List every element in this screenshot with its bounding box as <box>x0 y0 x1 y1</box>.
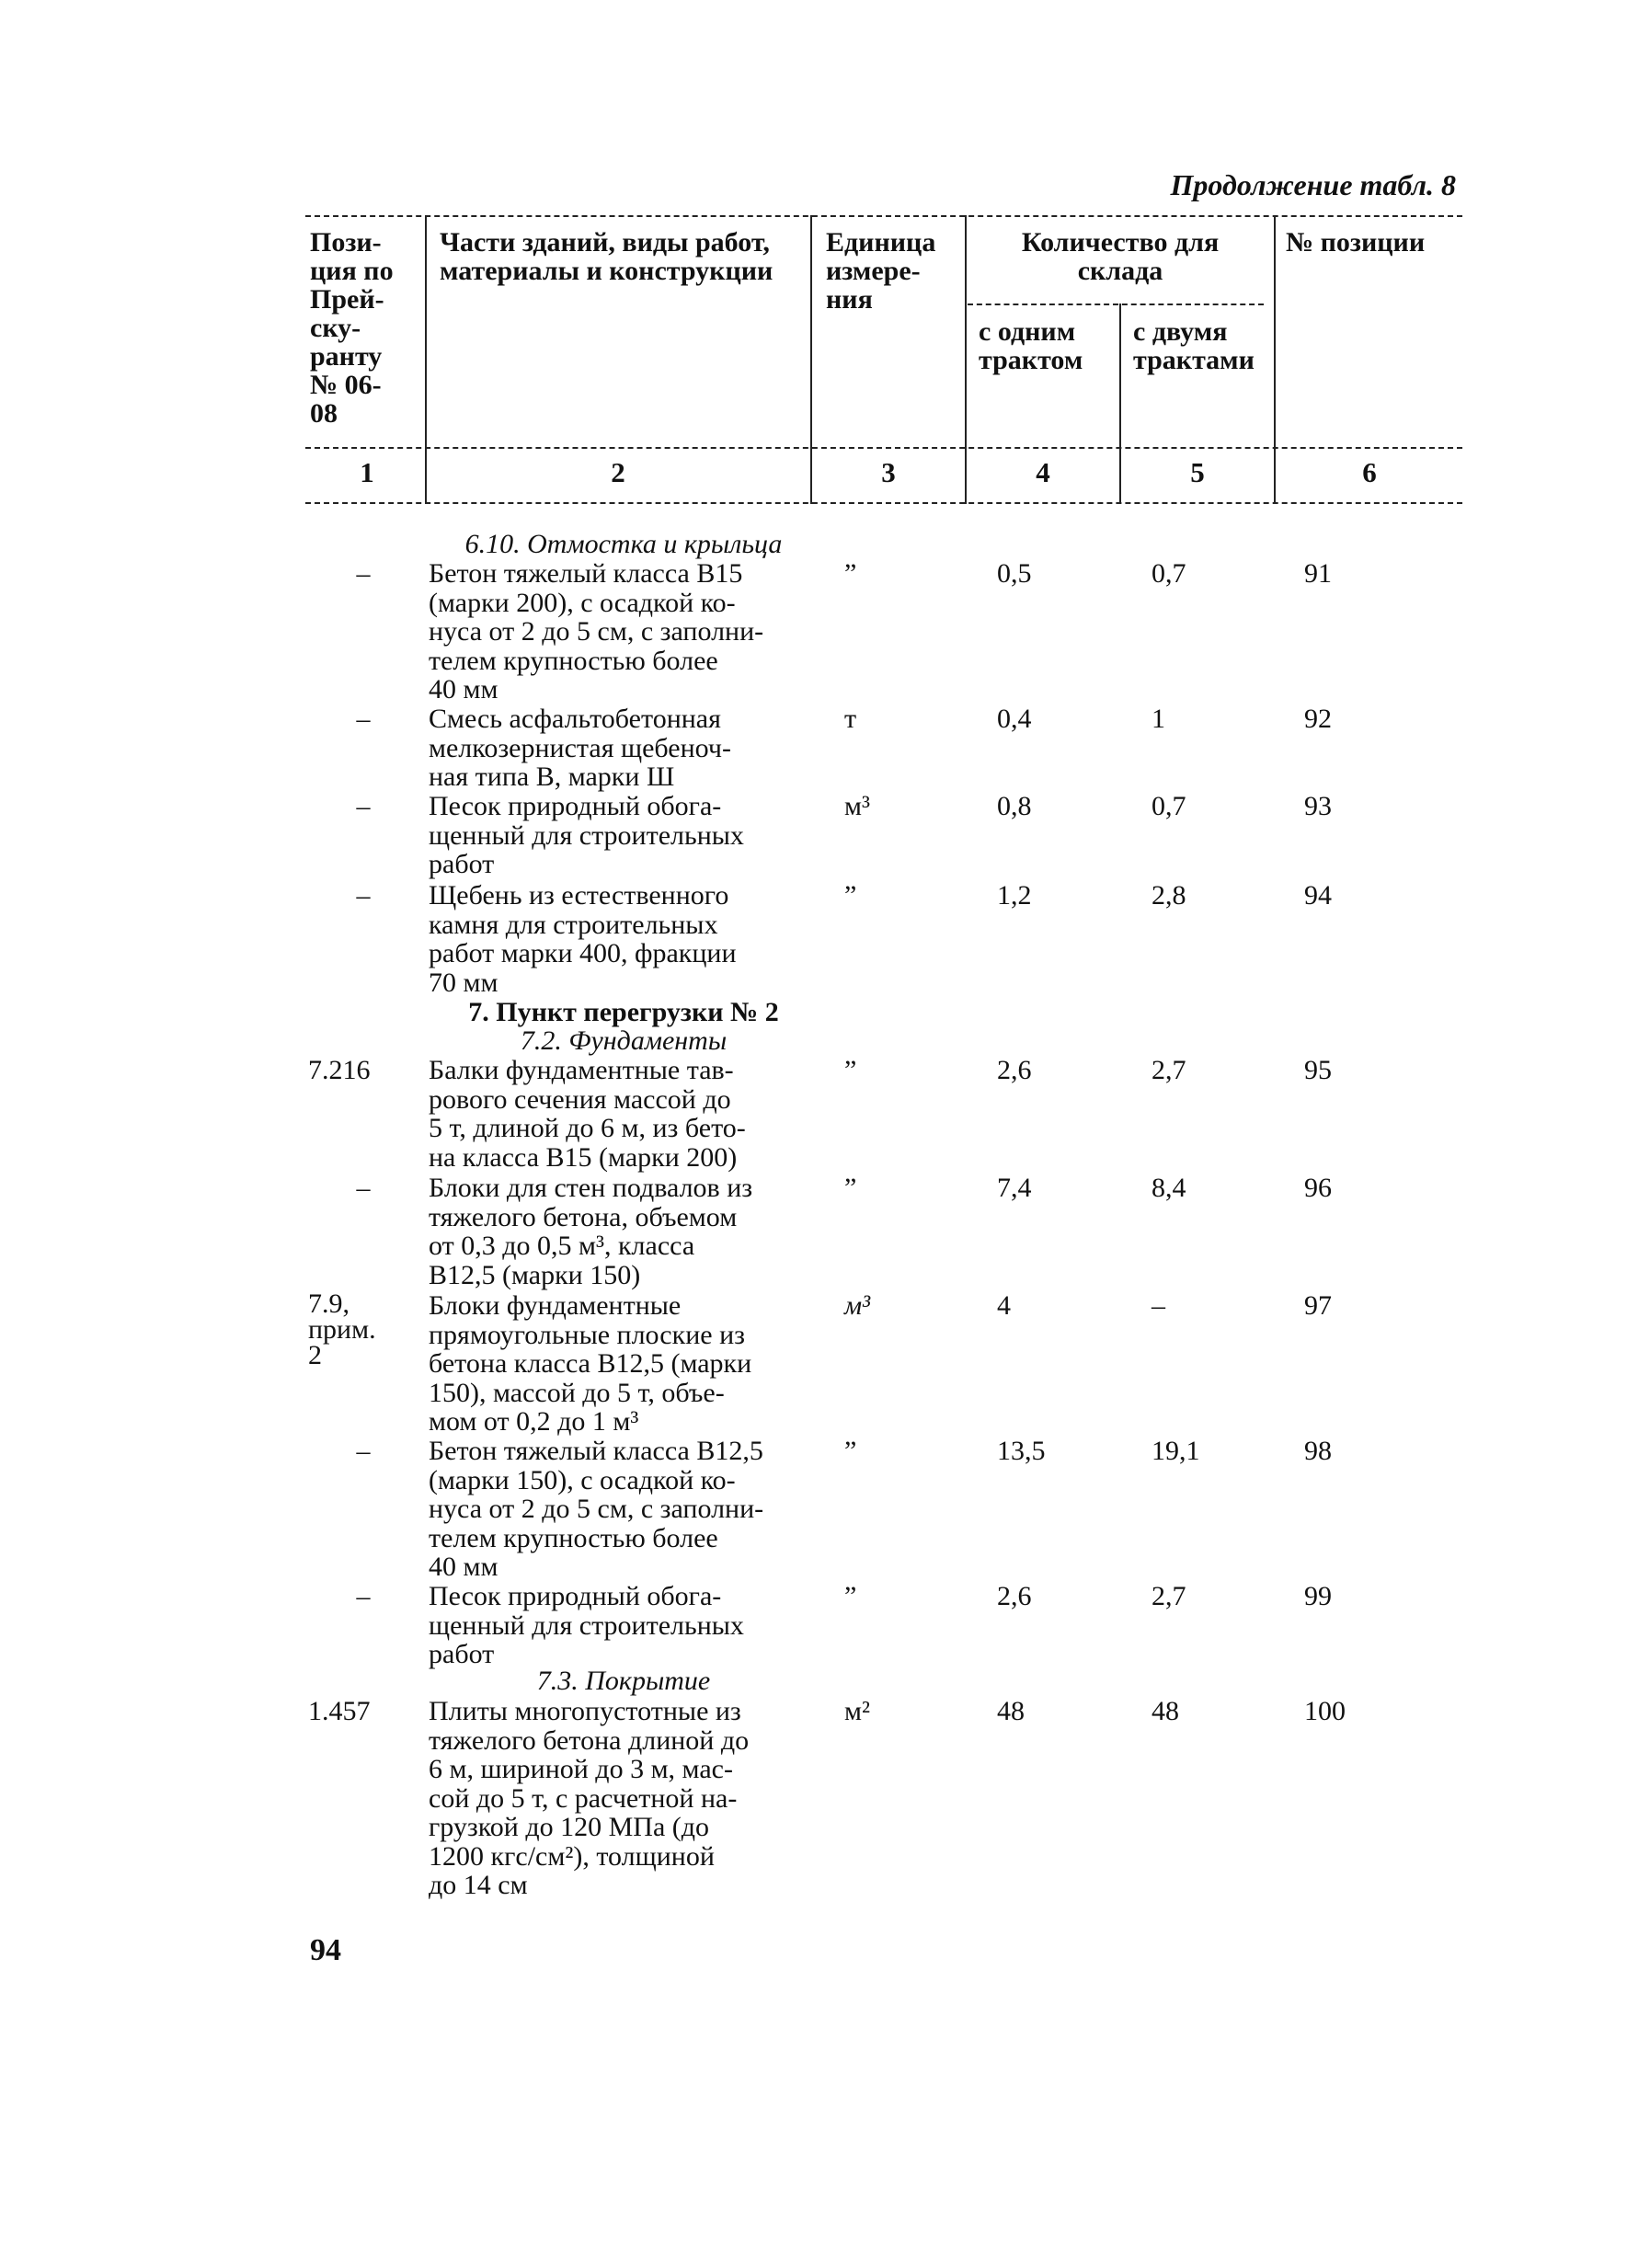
vline-3 <box>965 215 967 504</box>
unit-cell: т <box>844 704 857 734</box>
column-number-6: 6 <box>1362 456 1377 488</box>
description-cell: Плиты многопустотные из тяжелого бетона длиной до 6 м, шириной до 3 м, мас- сой до 5 т, с расчетной на- грузкой до 120 МПа (до 1200 кгс/см²), толщиной до 14 см <box>429 1696 750 1900</box>
quantity-one-tract-cell: 0,4 <box>997 704 1032 734</box>
position-number-cell: 97 <box>1304 1290 1332 1321</box>
unit-cell: ” <box>844 1436 857 1466</box>
description-cell: Блоки для стен подвалов из тяжелого бетона, объемом от 0,3 до 0,5 м³, класса В12,5 (марки 150) <box>429 1173 753 1290</box>
vline-2 <box>810 215 812 504</box>
unit-cell: ” <box>844 1581 857 1611</box>
quantity-two-tracts-cell: 48 <box>1152 1696 1179 1726</box>
header-position: Пози- ция по Прей- ску- ранту № 06- 08 <box>310 227 394 429</box>
quantity-two-tracts-cell: 2,8 <box>1152 880 1186 911</box>
position-number-cell: 91 <box>1304 558 1332 589</box>
description-cell: Щебень из естественного камня для строительных работ марки 400, фракции 70 мм <box>429 880 737 998</box>
unit-cell: м³ <box>844 791 870 821</box>
description-cell: Песок природный обога- щенный для строительных работ <box>429 1581 744 1669</box>
quantity-two-tracts-cell: 19,1 <box>1152 1436 1200 1466</box>
section-heading-7: 7. Пункт перегрузки № 2 <box>468 997 779 1027</box>
table-caption: Продолжение табл. 8 <box>1170 168 1456 201</box>
position-number-cell: 99 <box>1304 1581 1332 1611</box>
position-cell: – <box>356 1173 371 1203</box>
quantity-two-tracts-cell: 0,7 <box>1152 558 1186 589</box>
description-cell: Смесь асфальтобетонная мелкозернистая щебеноч- ная типа В, марки Ш <box>429 704 731 792</box>
quantity-one-tract-cell: 0,8 <box>997 791 1032 821</box>
header-one-tract: с одним трактом <box>979 316 1083 375</box>
table-top-rule <box>305 215 1462 217</box>
quantity-one-tract-cell: 2,6 <box>997 1581 1032 1611</box>
header-bottom-rule <box>305 447 1462 449</box>
position-number-cell: 100 <box>1304 1696 1346 1726</box>
quantity-two-tracts-cell: 8,4 <box>1152 1173 1186 1203</box>
position-cell: 1.457 <box>308 1696 371 1726</box>
description-cell: Песок природный обога- щенный для строительных работ <box>429 791 744 879</box>
position-cell: – <box>356 558 371 589</box>
quantity-one-tract-cell: 7,4 <box>997 1173 1032 1203</box>
header-position-number: № позиции <box>1286 227 1426 258</box>
quantity-two-tracts-cell: 2,7 <box>1152 1581 1186 1611</box>
quantity-one-tract-cell: 48 <box>997 1696 1025 1726</box>
position-cell: – <box>356 704 371 734</box>
header-parts: Части зданий, виды работ, материалы и конструкции <box>440 227 773 286</box>
quantity-one-tract-cell: 0,5 <box>997 558 1032 589</box>
unit-cell: м² <box>844 1696 870 1726</box>
page-number: 94 <box>310 1933 341 1967</box>
section-heading-7-3: 7.3. Покрытие <box>536 1666 711 1696</box>
position-cell: – <box>356 791 371 821</box>
position-cell: 7.216 <box>308 1055 371 1085</box>
quantity-one-tract-cell: 13,5 <box>997 1436 1046 1466</box>
vline-4 <box>1119 304 1121 504</box>
unit-cell: м³ <box>844 1290 871 1321</box>
column-number-5: 5 <box>1190 456 1205 488</box>
quantity-two-tracts-cell: 2,7 <box>1152 1055 1186 1085</box>
position-number-cell: 94 <box>1304 880 1332 911</box>
vline-1 <box>425 215 427 504</box>
header-quantity: Количество для склада <box>1021 227 1220 286</box>
column-number-rule <box>305 502 1462 504</box>
description-cell: Блоки фундаментные прямоугольные плоские из бетона класса В12,5 (марки 150), массой до 5 т, объе- мом от 0,2 до 1 м³ <box>429 1290 752 1437</box>
column-number-1: 1 <box>360 456 374 488</box>
column-number-4: 4 <box>1036 456 1050 488</box>
column-number-3: 3 <box>881 456 896 488</box>
quantity-two-tracts-cell: – <box>1152 1290 1165 1321</box>
position-number-cell: 95 <box>1304 1055 1332 1085</box>
position-cell: 7.9, прим. 2 <box>308 1289 376 1370</box>
quantity-one-tract-cell: 2,6 <box>997 1055 1032 1085</box>
unit-cell: ” <box>844 880 857 911</box>
description-cell: Бетон тяжелый класса В12,5 (марки 150), с осадкой ко- нуса от 2 до 5 см, с заполни- телем крупностью более 40 мм <box>429 1436 764 1582</box>
subheader-rule <box>968 304 1264 305</box>
header-unit: Единица измере- ния <box>826 227 936 315</box>
position-cell: – <box>356 1436 371 1466</box>
description-cell: Бетон тяжелый класса В15 (марки 200), с осадкой ко- нуса от 2 до 5 см, с заполни- телем крупностью более 40 мм <box>429 558 764 704</box>
unit-cell: ” <box>844 1173 857 1203</box>
position-number-cell: 93 <box>1304 791 1332 821</box>
quantity-one-tract-cell: 4 <box>997 1290 1011 1321</box>
quantity-two-tracts-cell: 0,7 <box>1152 791 1186 821</box>
unit-cell: ” <box>844 558 857 589</box>
section-heading-6-10: 6.10. Отмостка и крыльца <box>464 529 783 559</box>
column-number-2: 2 <box>611 456 625 488</box>
position-number-cell: 98 <box>1304 1436 1332 1466</box>
position-number-cell: 96 <box>1304 1173 1332 1203</box>
description-cell: Балки фундаментные тав- рового сечения массой до 5 т, длиной до 6 м, из бето- на класса В15 (марки 200) <box>429 1055 746 1173</box>
position-cell: – <box>356 880 371 911</box>
header-two-tracts: с двумя трактами <box>1133 316 1255 375</box>
unit-cell: ” <box>844 1055 857 1085</box>
vline-5 <box>1274 215 1276 504</box>
section-heading-7-2: 7.2. Фундаменты <box>520 1025 728 1056</box>
position-cell: – <box>356 1581 371 1611</box>
quantity-one-tract-cell: 1,2 <box>997 880 1032 911</box>
position-number-cell: 92 <box>1304 704 1332 734</box>
quantity-two-tracts-cell: 1 <box>1152 704 1165 734</box>
